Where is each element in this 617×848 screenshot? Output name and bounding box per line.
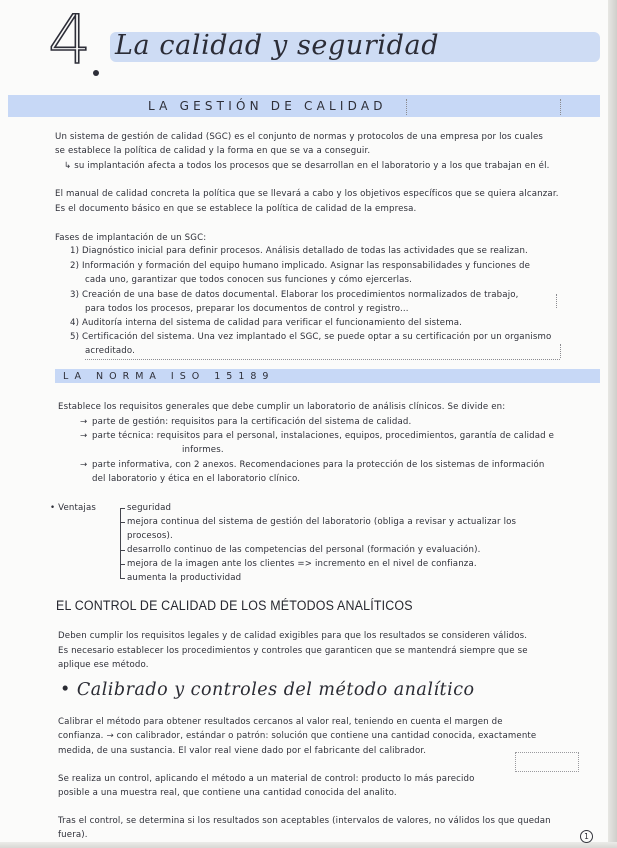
text-line: Tras el control, se determina si los resultados son aceptables (intervalos de valores, no válidos los que quedan bbox=[58, 816, 551, 826]
dotted-marker bbox=[406, 99, 407, 115]
text-line: Es el documento básico en que se establece la política de calidad de la empresa. bbox=[55, 204, 417, 214]
norma-part: parte informativa, con 2 anexos. Recomendaciones para la protección de los sistemas de información bbox=[92, 460, 545, 470]
text-line: medida, de una sustancia. El valor real viene dado por el fabricante del calibrador. bbox=[58, 746, 427, 756]
ventaja-item: seguridad bbox=[127, 503, 172, 513]
ventajas-bracket bbox=[120, 508, 121, 578]
ventajas-label: • Ventajas bbox=[50, 503, 97, 513]
text-line: Calibrar el método para obtener resultados cercanos al valor real, teniendo en cuenta el margen de bbox=[58, 717, 503, 727]
norma-part: parte de gestión: requisitos para la certificación del sistema de calidad. bbox=[92, 417, 412, 427]
phase-item-cont: cada uno, garantizar que todos conocen sus funciones y cómo ejercerlas. bbox=[85, 275, 413, 285]
phase-item-cont: acreditado. bbox=[85, 346, 136, 356]
text-line: Un sistema de gestión de calidad (SGC) es el conjunto de normas y protocolos de una empresa por los cuales bbox=[55, 132, 544, 142]
text-line: ↳ su implantación afecta a todos los procesos que se desarrollan en el laboratorio y a los que trabajan en él. bbox=[64, 161, 550, 171]
page-edge-right bbox=[608, 0, 617, 848]
section-label-gestion: LA GESTIÓN DE CALIDAD bbox=[148, 99, 387, 113]
chapter-number: 4 bbox=[48, 1, 92, 80]
text-line: Es necesario establecer los procedimientos y controles que garanticen que se mantendrá siempre que se bbox=[58, 646, 528, 656]
arrow-icon: → bbox=[80, 431, 88, 441]
dotted-box bbox=[515, 752, 579, 772]
section-label-norma: LA NORMA ISO 15189 bbox=[63, 371, 275, 382]
ventaja-item: desarrollo continuo de las competencias del personal (formación y evaluación). bbox=[127, 545, 481, 555]
text-line: fuera). bbox=[58, 830, 88, 840]
bracket-tick bbox=[120, 522, 125, 524]
text-line: posible a una muestra real, que contiene una cantidad conocida del analito. bbox=[58, 788, 397, 798]
chapter-number-dot bbox=[93, 70, 99, 76]
phase-item: 4) Auditoría interna del sistema de calidad para verificar el funcionamiento del sistema. bbox=[70, 318, 463, 328]
ventaja-item-cont: procesos). bbox=[127, 531, 173, 541]
norma-part-cont: del laboratorio y ética en el laboratorio clínico. bbox=[92, 474, 301, 484]
page-number: 1 bbox=[580, 830, 593, 843]
text-line: Se realiza un control, aplicando el método a un material de control: producto lo más parecido bbox=[58, 774, 475, 784]
bracket-tick bbox=[120, 578, 125, 580]
page-edge-bottom bbox=[0, 842, 617, 848]
text-line: confianza. → con calibrador, estándar o patrón: solución que contiene una cantidad conocida, exactamente bbox=[58, 731, 537, 741]
subheading-calibrado: • Calibrado y controles del método analítico bbox=[60, 680, 475, 700]
ventaja-item: mejora de la imagen ante los clientes => incremento en el nivel de confianza. bbox=[127, 559, 477, 569]
text-line: Deben cumplir los requisitos legales y de calidad exigibles para que los resultados se consideren válidos. bbox=[58, 631, 528, 641]
section-heading-control: EL CONTROL DE CALIDAD DE LOS MÉTODOS ANALÍTICOS bbox=[56, 598, 413, 613]
phases-title: Fases de implantación de un SGC: bbox=[55, 233, 207, 243]
bracket-tick bbox=[120, 550, 125, 552]
norma-part-cont: informes. bbox=[182, 445, 224, 455]
phase-item-cont: para todos los procesos, preparar los documentos de control y registro... bbox=[85, 304, 409, 314]
dotted-underline bbox=[85, 359, 560, 360]
text-line: Establece los requisitos generales que debe cumplir un laboratorio de análisis clínicos. Se divide en: bbox=[58, 402, 506, 412]
ventaja-item: mejora continua del sistema de gestión del laboratorio (obliga a revisar y actualizar los bbox=[127, 517, 517, 527]
phase-item: 2) Información y formación del equipo humano implicado. Asignar las responsabilidades y funciones de bbox=[70, 261, 531, 271]
text-line: se establece la política de calidad y la forma en que se va a conseguir. bbox=[55, 146, 371, 156]
arrow-icon: → bbox=[80, 417, 88, 427]
phase-item: 3) Creación de una base de datos documental. Elaborar los procedimientos normalizados de trabajo, bbox=[70, 290, 519, 300]
dotted-marker bbox=[556, 294, 557, 308]
page-title: La calidad y seguridad bbox=[115, 30, 440, 61]
text-line: El manual de calidad concreta la política que se llevará a cabo y los objetivos específicos que se quiera alcanzar. bbox=[55, 189, 559, 199]
norma-part: parte técnica: requisitos para el personal, instalaciones, equipos, procedimientos, garantía de calidad e bbox=[92, 431, 555, 441]
dotted-marker bbox=[560, 344, 561, 358]
text-line: aplique ese método. bbox=[58, 660, 149, 670]
bracket-tick bbox=[120, 508, 125, 510]
phase-item: 1) Diagnóstico inicial para definir procesos. Análisis detallado de todas las actividades que se realizan. bbox=[70, 246, 528, 256]
dotted-marker bbox=[560, 99, 561, 115]
phase-item: 5) Certificación del sistema. Una vez implantado el SGC, se puede optar a su certificación por un organismo bbox=[70, 332, 552, 342]
ventaja-item: aumenta la productividad bbox=[127, 573, 242, 583]
arrow-icon: → bbox=[80, 460, 88, 470]
bracket-tick bbox=[120, 564, 125, 566]
